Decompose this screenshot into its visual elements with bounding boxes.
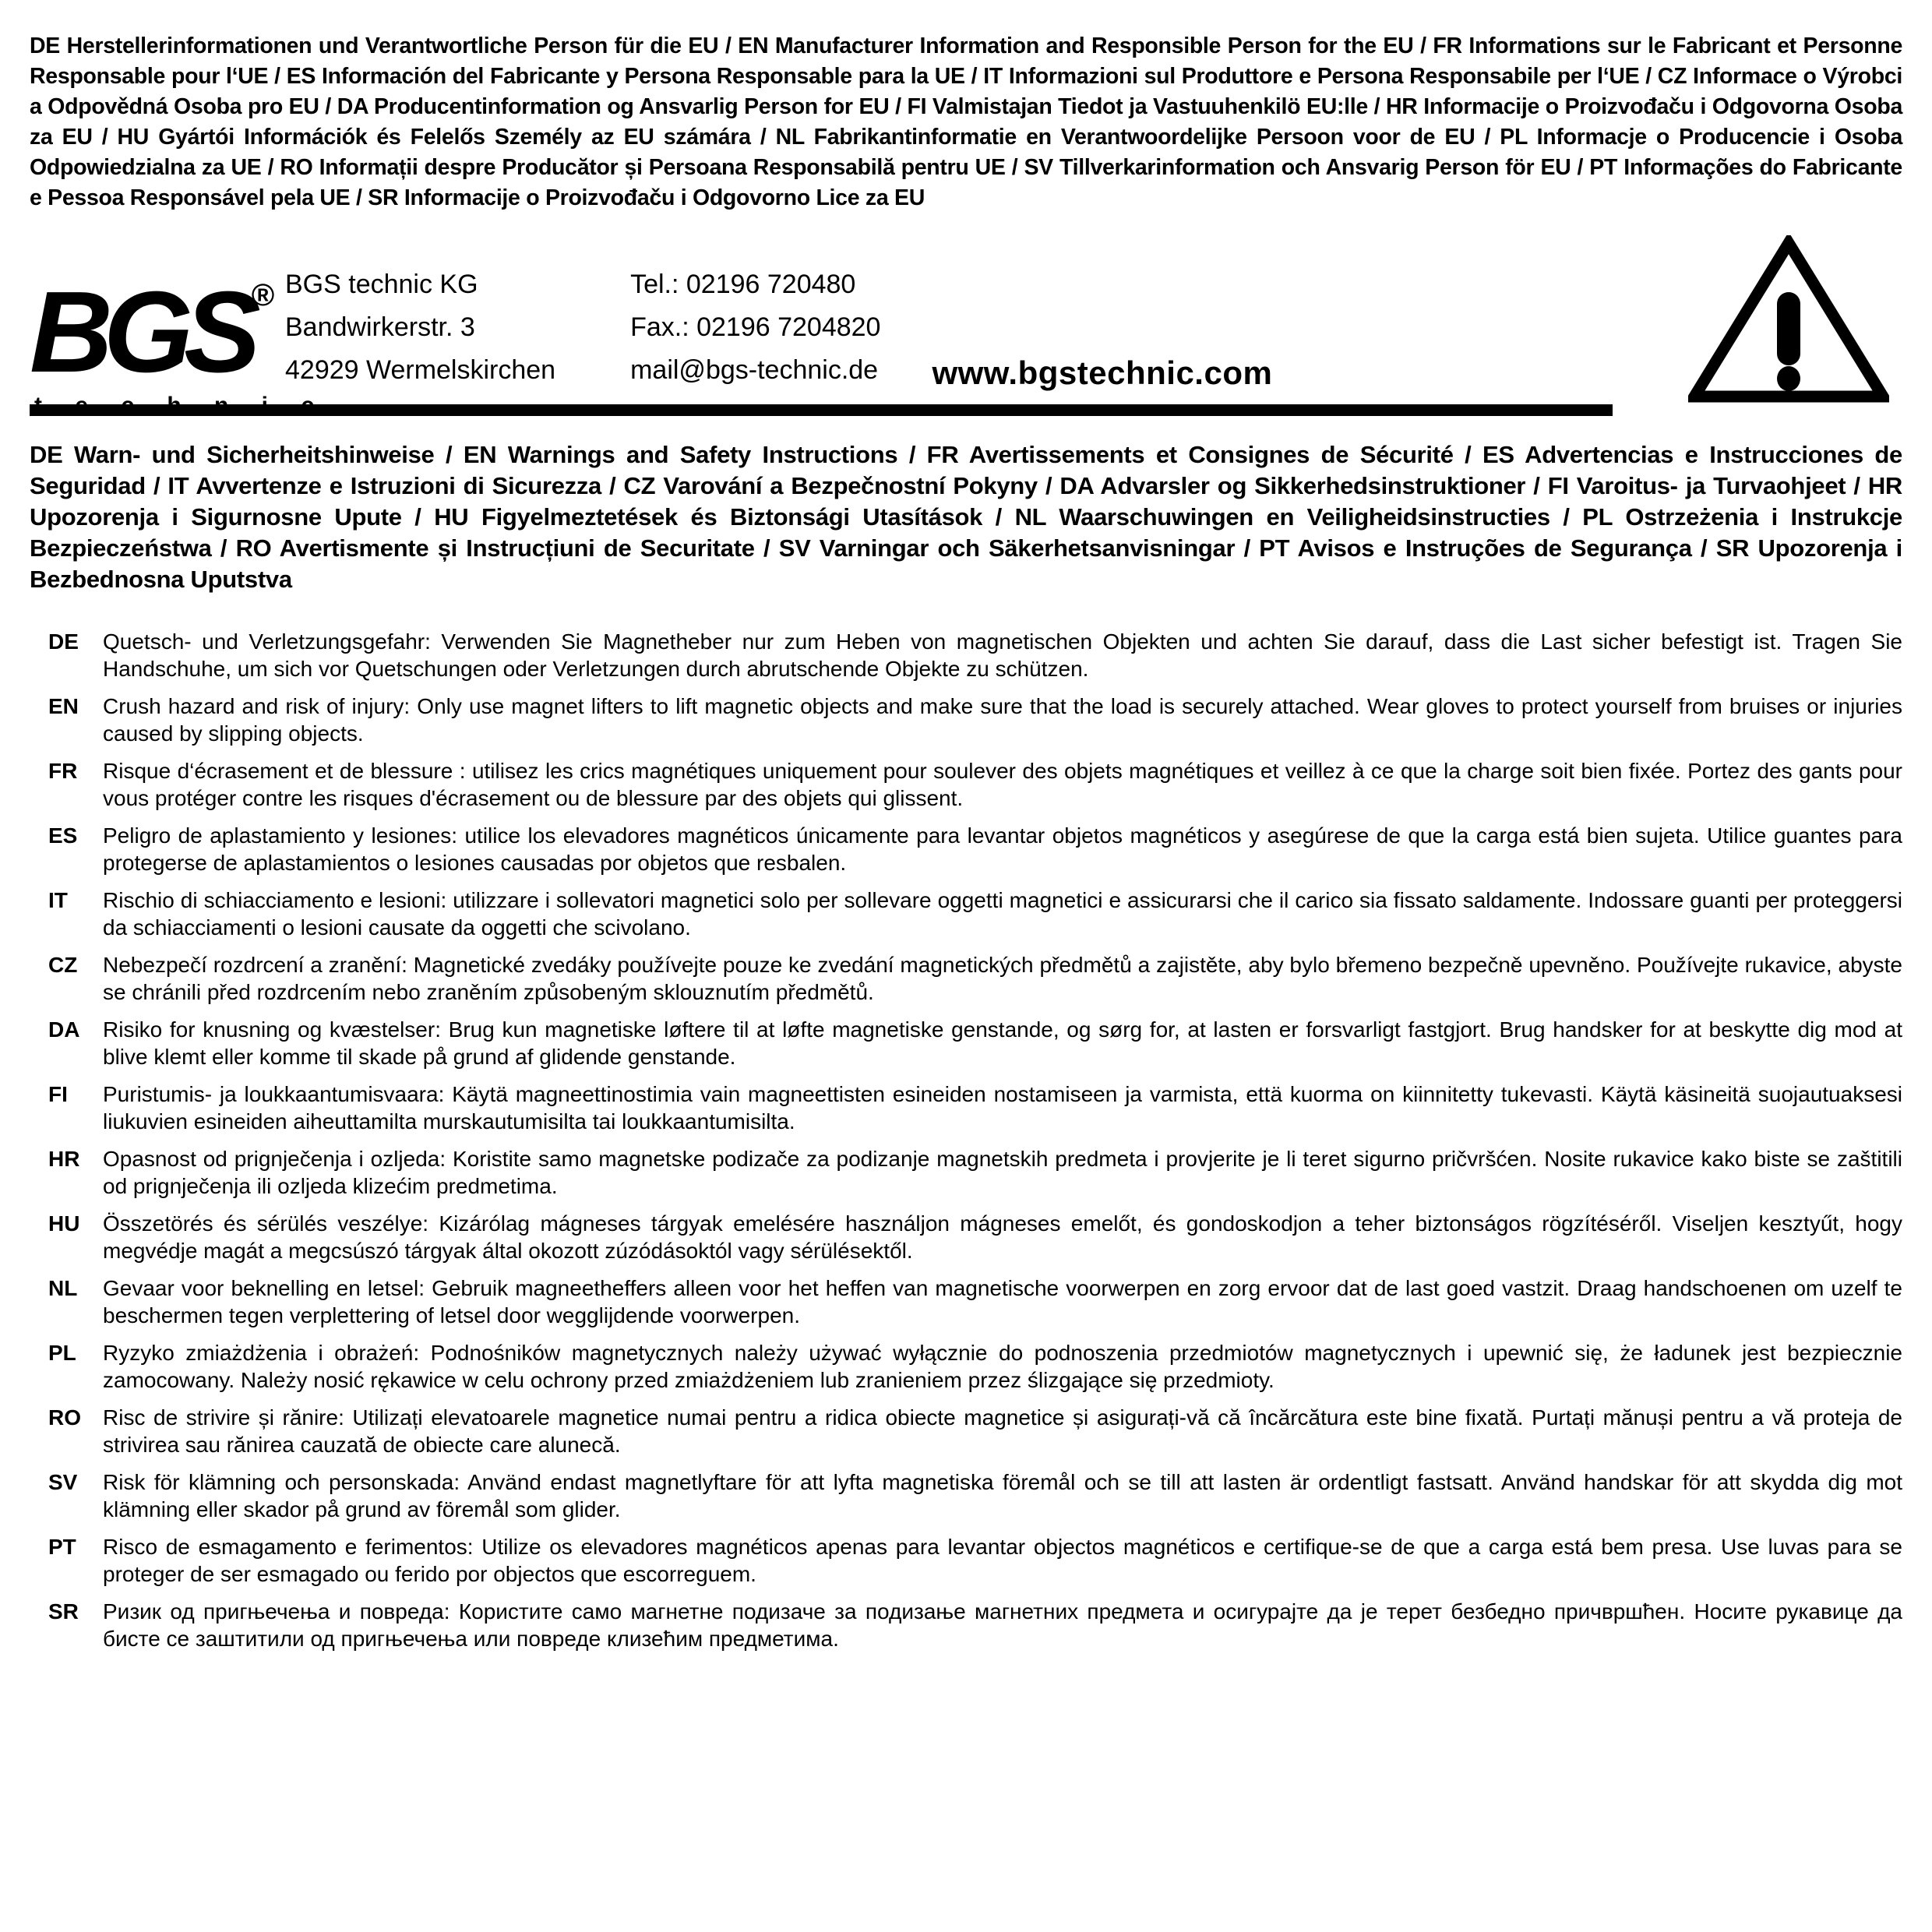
language-code: SR	[48, 1599, 79, 1624]
language-code: PL	[48, 1341, 76, 1365]
manufacturer-info-header: DE Herstellerinformationen und Verantwortliche Person für die EU / EN Manufacturer Information and Responsible Person for the EU / FR Informations sur le Fabricant et Personne Responsable pour l‘UE / ES Información del Fabricante y Persona Responsable para la UE / IT Informazioni sul Produttore e Persona Responsabile per l‘UE / CZ Informace o Výrobci a Odpovědná Osoba pro EU / DA Producentinformation og Ansvarlig Person for EU / FI Valmistajan Tiedot ja Vastuuhenkilö EU:lle / HR Informacije o Proizvođaču i Odgovorna Osoba za EU / HU Gyártói Információk és Felelős Személy az EU számára / NL Fabrikantinformatie en Verantwoordelijke Persoon voor de EU / PL Informacje o Producencie i Osoba Odpowiedzialna za UE / RO Informații despre Producător și Persoana Responsabilă pentru UE / SV Tillverkarinformation och Ansvarig Person för EU / PT Informações do Fabricante e Pessoa Responsável pela UE / SR Informacije o Proizvođaču i Odgovorno Lice za EU	[30, 33, 1902, 210]
language-code: DA	[48, 1017, 80, 1042]
phone-number: Tel.: 02196 720480	[630, 270, 856, 299]
language-code: NL	[48, 1276, 78, 1300]
warning-row-nl	[48, 1274, 1902, 1329]
warning-row-ro	[48, 1404, 1902, 1458]
warning-row-sv	[48, 1468, 1902, 1523]
warning-row-hu	[48, 1210, 1902, 1264]
language-code: IT	[48, 888, 68, 912]
warning-text: Ризик од пригњечења и повреда: Користите само магнетне подизаче за подизање магнетних предмета и осигурајте да је терет безбедно причвршћен. Носите рукавице да бисте се заштитили од пригњечења или повреде клизећим предметима.	[103, 1599, 1902, 1651]
warning-row-es	[48, 822, 1902, 876]
brand-contact-row	[30, 237, 1902, 418]
warning-text: Nebezpečí rozdrcení a zranění: Magnetické zvedáky používejte pouze ke zvedání magnetických předmětů a zajistěte, aby bylo břemeno bezpečně upevněno. Používejte rukavice, abyste se chránili před rozdrcením nebo zraněním způsobeným sklouznutím předmětů.	[103, 953, 1902, 1004]
language-code: EN	[48, 694, 79, 718]
company-contact	[630, 237, 880, 392]
warning-text: Összetörés és sérülés veszélye: Kizárólag mágneses tárgyak emelésére használjon mágneses emelőt, és gondoskodjon a teher biztonságos rögzítéséről. Viseljen kesztyűt, hogy megvédje magát a megcsúszó tárgyak által okozott zúzódásoktól vagy sérülésektől.	[103, 1211, 1902, 1263]
website-url: www.bgstechnic.com	[932, 354, 1273, 391]
language-code: SV	[48, 1470, 78, 1494]
warning-row-it	[48, 887, 1902, 941]
bgs-logo-wordmark	[30, 237, 275, 397]
language-code: HU	[48, 1211, 80, 1236]
warning-text: Risiko for knusning og kvæstelser: Brug kun magnetiske løftere til at løfte magnetiske genstande, og sørg for, at lasten er forsvarligt fastgjort. Brug handsker for at beskytte dig mod at blive klemt eller komme til skade på grund af glidende genstande.	[103, 1017, 1902, 1069]
bgs-logo-text: BGS	[30, 268, 252, 397]
company-address	[285, 237, 555, 392]
warning-row-fr	[48, 757, 1902, 812]
warning-row-da	[48, 1016, 1902, 1070]
warnings-list	[30, 628, 1902, 1652]
email-address: mail@bgs-technic.de	[630, 355, 879, 385]
warning-row-en	[48, 693, 1902, 747]
company-name: BGS technic KG	[285, 270, 478, 299]
warning-text: Risco de esmagamento e ferimentos: Utilize os elevadores magnéticos apenas para levantar objectos magnéticos e certifique-se de que a carga está bem presa. Use luvas para se proteger de ser esmagado ou ferido por objectos que escorreguem.	[103, 1535, 1902, 1586]
language-code: PT	[48, 1535, 76, 1559]
warning-row-hr	[48, 1145, 1902, 1200]
warning-triangle-icon	[1688, 235, 1889, 404]
company-city: 42929 Wermelskirchen	[285, 355, 556, 385]
language-code: DE	[48, 629, 79, 654]
warning-row-pt	[48, 1533, 1902, 1588]
warning-text: Risk för klämning och personskada: Använd endast magnetlyftare för att lyfta magnetiska föremål och se till att lasten är ordentligt fastsatt. Använd handskar för att skydda dig mot klämning eller skador på grund av föremål som glider.	[103, 1470, 1902, 1521]
warning-text: Quetsch- und Verletzungsgefahr: Verwenden Sie Magnetheber nur zum Heben von magnetischen Objekten und achten Sie darauf, dass die Last sicher befestigt ist. Tragen Sie Handschuhe, um sich vor Quetschungen oder Verletzungen durch abrutschende Objekte zu schützen.	[103, 629, 1902, 681]
warning-row-fi	[48, 1081, 1902, 1135]
warning-text: Opasnost od prignječenja i ozljeda: Koristite samo magnetske podizače za podizanje magnetskih predmeta i provjerite je li teret sigurno pričvršćen. Nosite rukavice kako biste se zaštitili od prignječenja ili ozljeda klizećim predmetima.	[103, 1147, 1902, 1198]
warning-text: Rischio di schiacciamento e lesioni: utilizzare i sollevatori magnetici solo per sollevare oggetti magnetici e assicurarsi che il carico sia fissato saldamente. Indossare guanti per proteggersi da schiacciamenti o lesioni causate da oggetti che scivolano.	[103, 888, 1902, 940]
language-code: CZ	[48, 953, 78, 977]
fax-number: Fax.: 02196 7204820	[630, 312, 881, 342]
safety-instructions-header: DE Warn- und Sicherheitshinweise / EN Warnings and Safety Instructions / FR Avertissements et Consignes de Sécurité / ES Advertencias e Instrucciones de Seguridad / IT Avvertenze e Istruzioni di Sicurezza / CZ Varování a Bezpečnostní Pokyny / DA Advarsler og Sikkerhedsinstruktioner / FI Varoitus- ja Turvaohjeet / HR Upozorenja i Sigurnosne Upute / HU Figyelmeztetések és Biztonsági Utasítások / NL Waarschuwingen en Veiligheidsinstructies / PL Ostrzeżenia i Instrukcje Bezpieczeństwa / RO Avertismente și Instrucțiuni de Securitate / SV Varningar och Säkerhetsanvisningar / PT Avisos e Instruções de Segurança / SR Upozorenja i Bezbednosna Uputstva	[30, 441, 1902, 593]
warning-text: Risc de strivire și rănire: Utilizați elevatoarele magnetice numai pentru a ridica obiecte magnetice și asigurați-vă că încărcătura este bine fixată. Purtați mănuși pentru a vă proteja de strivirea sau rănirea cauzată de obiecte care alunecă.	[103, 1405, 1902, 1457]
warning-text: Risque d‘écrasement et de blessure : utilisez les crics magnétiques uniquement pour soulever des objets magnétiques et veillez à ce que la charge soit bien fixée. Portez des gants pour vous protéger contre les risques d'écrasement ou de blessure par des objets qui glissent.	[103, 759, 1902, 810]
language-code: ES	[48, 823, 78, 848]
warning-text: Puristumis- ja loukkaantumisvaara: Käytä magneettinostimia vain magneettisten esineiden nostamiseen ja varmista, että kuorma on kiinnitetty tukevasti. Käytä käsineitä suojautuaksesi liukuvien esineiden aiheuttamilta murskautumisilta tai loukkaantumisilta.	[103, 1082, 1902, 1133]
language-code: FI	[48, 1082, 68, 1106]
language-code: FR	[48, 759, 78, 783]
warning-text: Gevaar voor beknelling en letsel: Gebruik magneetheffers alleen voor het heffen van magnetische voorwerpen en zorg ervoor dat de last goed vastzit. Draag handschoenen om uzelf te beschermen tegen verplettering of letsel door wegglijdende voorwerpen.	[103, 1276, 1902, 1327]
warning-text: Ryzyko zmiażdżenia i obrażeń: Podnośników magnetycznych należy używać wyłącznie do podnoszenia przedmiotów magnetycznych i upewnić się, że ładunek jest bezpiecznie zamocowany. Należy nosić rękawice w celu ochrony przed zmiażdżeniem lub zranieniem przez ślizgające się przedmioty.	[103, 1341, 1902, 1392]
warning-row-de	[48, 628, 1902, 682]
warning-text: Crush hazard and risk of injury: Only use magnet lifters to lift magnetic objects and make sure that the load is securely attached. Wear gloves to protect yourself from bruises or injuries caused by slipping objects.	[103, 694, 1902, 746]
warning-text: Peligro de aplastamiento y lesiones: utilice los elevadores magnéticos únicamente para levantar objetos magnéticos y asegúrese de que la carga está bien sujeta. Utilice guantes para protegerse de aplastamientos o lesiones causadas por objetos que resbalen.	[103, 823, 1902, 875]
warning-row-pl	[48, 1339, 1902, 1394]
registered-trademark-symbol: ®	[251, 278, 275, 312]
warning-row-sr	[48, 1598, 1902, 1652]
language-code: RO	[48, 1405, 81, 1430]
bgs-logo	[30, 237, 328, 419]
company-street: Bandwirkerstr. 3	[285, 312, 475, 342]
warning-row-cz	[48, 951, 1902, 1006]
bgs-logo-subtext: t e c h n i c	[34, 393, 328, 418]
language-code: HR	[48, 1147, 80, 1171]
